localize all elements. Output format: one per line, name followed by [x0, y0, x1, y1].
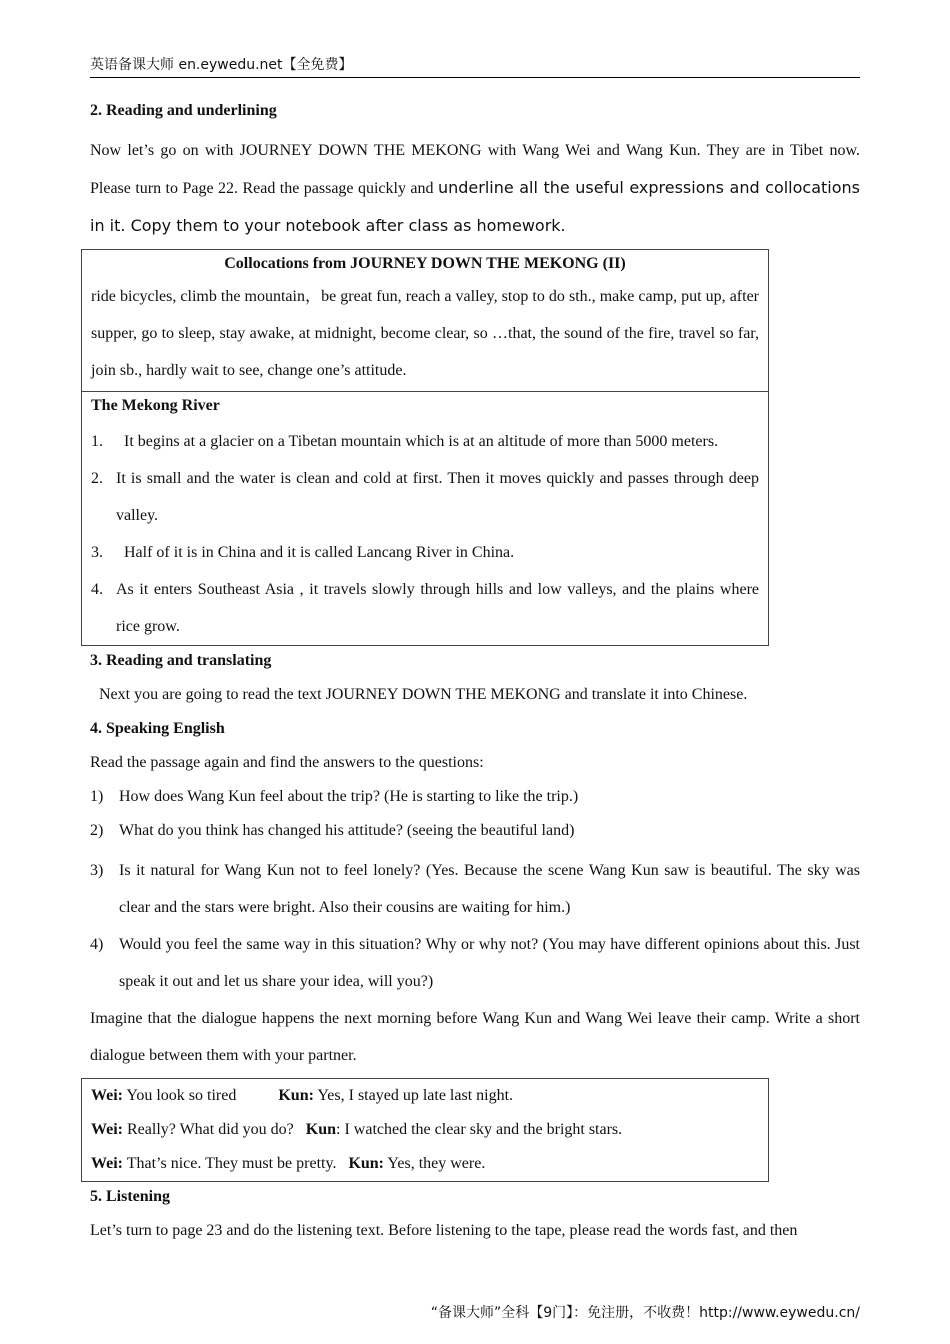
list-item-text: What do you think has changed his attitude? (seeing the beautiful land) — [119, 822, 575, 839]
speaker-wei: Wei: — [91, 1087, 123, 1104]
list-item-number: 4) — [90, 936, 104, 953]
page-content — [90, 98, 860, 1244]
line-text: Yes, they were. — [384, 1155, 486, 1172]
speaker-kun: Kun: — [278, 1087, 314, 1104]
list-item-text: As it enters Southeast Asia , it travels slowly through hills and low valleys, and the plains where rice grow. — [116, 581, 759, 635]
list-item-number: 3. — [91, 544, 103, 561]
section-3-text: Next you are going to read the text JOURNEY DOWN THE MEKONG and translate it into Chinese. — [99, 686, 748, 703]
list-item — [90, 926, 860, 1000]
list-item-text: Is it natural for Wang Kun not to feel lonely? (Yes. Because the scene Wang Kun saw is beautiful. The sky was clear and the stars were bright. Also their cousins are waiting for him.) — [119, 862, 860, 916]
list-item-number: 1. — [91, 433, 103, 450]
line-text: Really? What did you do? — [123, 1121, 294, 1138]
dialogue-table — [81, 1078, 769, 1182]
dialogue-line — [91, 1147, 759, 1181]
list-item-text: Half of it is in China and it is called Lancang River in China. — [124, 544, 515, 561]
section-2-intro-sans: underline all the useful expressions and collocations in it. Copy them to your notebook after class as homework. — [90, 178, 860, 235]
section-4-heading: 4. Speaking English — [90, 720, 225, 737]
mekong-list — [91, 423, 759, 645]
speaker-wei: Wei: — [91, 1121, 123, 1138]
list-item — [91, 460, 759, 534]
dialogue-line — [91, 1079, 759, 1113]
mekong-cell — [82, 392, 768, 645]
collocations-table — [81, 249, 769, 646]
list-item-text: It begins at a glacier on a Tibetan mountain which is at an altitude of more than 5000 meters. — [124, 433, 719, 450]
line-text: : I watched the clear sky and the bright stars. — [336, 1121, 623, 1138]
list-item — [91, 571, 759, 645]
page-header: 英语备课大师 en.eywedu.net【全免费】 — [90, 54, 860, 78]
dialogue-line — [91, 1113, 759, 1147]
section-3-heading: 3. Reading and translating — [90, 652, 272, 669]
section-2-intro — [90, 132, 860, 245]
line-text: That’s nice. They must be pretty. — [123, 1155, 337, 1172]
speaker-kun: Kun: — [348, 1155, 385, 1172]
page-footer: “备课大师”全科【9门】：免注册，不收费！http://www.eywedu.cn/ — [430, 1305, 860, 1321]
section-5-heading: 5. Listening — [90, 1188, 171, 1205]
list-item-text: It is small and the water is clean and cold at first. Then it moves quickly and passes through deep valley. — [116, 470, 759, 524]
collocations-body: ride bicycles, climb the mountain，be great fun, reach a valley, stop to do sth., make camp, put up, after supper, go to sleep, stay awake, at midnight, become clear, so …that, the sound of the fire, travel so far, join sb., hardly wait to see, change one’s attitude. — [91, 288, 759, 379]
section-4-imagine: Imagine that the dialogue happens the next morning before Wang Kun and Wang Wei leave their camp. Write a short dialogue between them with your partner. — [90, 1010, 860, 1064]
speaker-kun: Kun — [305, 1121, 337, 1138]
section-2-heading: 2. Reading and underlining — [90, 102, 277, 119]
line-text: You look so tired — [123, 1087, 237, 1104]
section-5-text: Let’s turn to page 23 and do the listening text. Before listening to the tape, please read the words fast, and then — [90, 1222, 798, 1239]
list-item-number: 2) — [90, 822, 104, 839]
list-item-number: 1) — [90, 788, 104, 805]
questions-list — [90, 784, 860, 1000]
collocations-title: Collocations from JOURNEY DOWN THE MEKONG (II) — [224, 255, 626, 272]
list-item — [91, 423, 759, 460]
collocations-cell — [82, 250, 768, 392]
list-item-number: 3) — [90, 862, 104, 879]
list-item — [90, 818, 860, 844]
list-item — [90, 784, 860, 810]
dialogue-cell — [82, 1079, 768, 1181]
list-item — [91, 534, 759, 571]
list-item-text: How does Wang Kun feel about the trip? (He is starting to like the trip.) — [119, 788, 579, 805]
list-item-number: 4. — [91, 581, 103, 598]
list-item-text: Would you feel the same way in this situation? Why or why not? (You may have different opinions about this. Just speak it out and let us share your idea, will you?) — [119, 936, 860, 990]
mekong-title: The Mekong River — [91, 397, 220, 414]
list-item-number: 2. — [91, 470, 103, 487]
section-2-intro-serif: Now let’s go on with JOURNEY DOWN THE MEKONG with Wang Wei and Wang Kun. They are in Tibet now. Please turn to Page 22. Read the passage quickly and — [90, 142, 860, 197]
section-4-intro: Read the passage again and find the answers to the questions: — [90, 754, 484, 771]
list-item — [90, 852, 860, 926]
line-text: Yes, I stayed up late last night. — [313, 1087, 514, 1104]
speaker-wei: Wei: — [91, 1155, 123, 1172]
